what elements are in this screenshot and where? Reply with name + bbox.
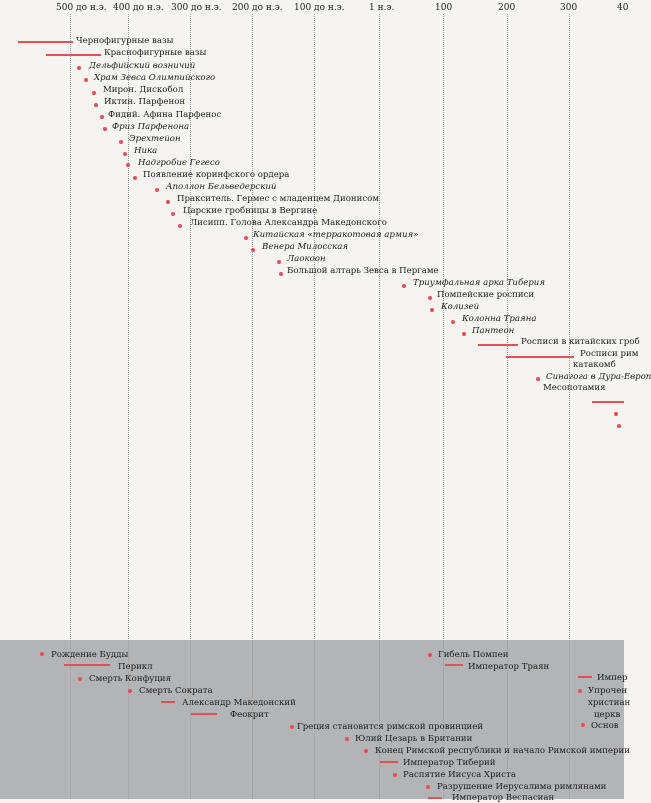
event-label: Греция становится римской провинцией bbox=[297, 722, 484, 732]
event-marker bbox=[92, 91, 96, 95]
period-bar bbox=[64, 664, 110, 666]
event-label: катакомб bbox=[573, 360, 616, 370]
event-label: Колизей bbox=[441, 302, 480, 312]
event-marker bbox=[103, 127, 107, 131]
event-label: Иктин. Парфенон bbox=[104, 97, 186, 107]
axis-year-label: 200 bbox=[498, 3, 516, 13]
event-label: Появление коринфского ордера bbox=[143, 170, 290, 180]
event-marker bbox=[178, 224, 182, 228]
event-marker bbox=[126, 163, 130, 167]
period-bar bbox=[428, 797, 442, 799]
event-marker bbox=[614, 412, 618, 416]
event-label: Ника bbox=[134, 146, 158, 156]
axis-year-label: 400 до н.э. bbox=[113, 3, 164, 13]
gridline bbox=[314, 14, 315, 799]
event-marker bbox=[536, 377, 540, 381]
axis-year-label: 300 bbox=[560, 3, 578, 13]
event-marker bbox=[426, 785, 430, 789]
event-label: Импер bbox=[597, 673, 628, 683]
event-marker bbox=[128, 689, 132, 693]
period-bar bbox=[578, 676, 592, 678]
gridline bbox=[190, 14, 191, 799]
event-marker bbox=[40, 652, 44, 656]
axis-year-label: 1 н.э. bbox=[369, 3, 395, 13]
period-bar bbox=[18, 41, 73, 43]
axis-year-label: 200 до н.э. bbox=[232, 3, 283, 13]
period-bar bbox=[592, 401, 624, 403]
event-label: Пракситель. Гермес с младенцем Дионисом bbox=[177, 194, 380, 204]
event-marker bbox=[123, 152, 127, 156]
period-bar bbox=[46, 54, 101, 56]
gridline bbox=[507, 14, 508, 799]
event-label: Китайская «терракотовая армия» bbox=[253, 230, 419, 240]
event-label: Большой алтарь Зевса в Пергаме bbox=[287, 266, 439, 276]
axis-year-label: 40 bbox=[617, 3, 629, 13]
event-label: Император Веспасиан bbox=[452, 793, 555, 803]
event-marker bbox=[78, 677, 82, 681]
event-marker bbox=[94, 103, 98, 107]
axis-year-label: 500 до н.э. bbox=[56, 3, 107, 13]
event-label: Основ bbox=[591, 721, 619, 731]
event-marker bbox=[345, 737, 349, 741]
event-label: Фриз Парфенона bbox=[112, 122, 190, 132]
event-label: Царские гробницы в Вергине bbox=[183, 206, 318, 216]
event-marker bbox=[428, 296, 432, 300]
event-marker bbox=[364, 749, 368, 753]
event-label: Фидий. Афина Парфенос bbox=[108, 110, 222, 120]
event-label: Росписи в китайских гроб bbox=[521, 337, 640, 347]
event-label: Помпейские росписи bbox=[437, 290, 535, 300]
event-label: Упрочен bbox=[588, 686, 628, 696]
gridline bbox=[443, 14, 444, 799]
event-label: Колонна Траяна bbox=[462, 314, 537, 324]
event-label: Храм Зевса Олимпийского bbox=[94, 73, 216, 83]
event-label: Месопотамия bbox=[543, 383, 606, 393]
period-bar bbox=[191, 713, 217, 715]
axis-year-label: 300 до н.э. bbox=[171, 3, 222, 13]
event-label: Александр Македонский bbox=[182, 698, 296, 708]
event-marker bbox=[462, 332, 466, 336]
event-marker bbox=[451, 320, 455, 324]
gridline bbox=[70, 14, 71, 799]
period-bar bbox=[161, 701, 175, 703]
event-marker bbox=[155, 188, 159, 192]
event-label: Лаокоон bbox=[287, 254, 326, 264]
event-label: Император Траян bbox=[468, 662, 550, 672]
event-marker bbox=[244, 236, 248, 240]
event-label: Юлий Цезарь в Британии bbox=[355, 734, 473, 744]
event-label: Чернофигурные вазы bbox=[76, 36, 174, 46]
period-bar bbox=[445, 664, 463, 666]
event-label: Надгробие Гегесо bbox=[138, 158, 220, 168]
event-label: Синагога в Дура-Европ bbox=[546, 372, 651, 382]
gridline bbox=[252, 14, 253, 799]
event-marker bbox=[277, 260, 281, 264]
event-label: Разрушение Иерусалима римлянами bbox=[437, 782, 607, 792]
event-label: Краснофигурные вазы bbox=[104, 48, 207, 58]
event-marker bbox=[84, 78, 88, 82]
event-label: Пантеон bbox=[472, 326, 515, 336]
axis-year-label: 100 bbox=[435, 3, 453, 13]
period-bar bbox=[478, 344, 518, 346]
event-marker bbox=[77, 66, 81, 70]
event-label: церкв bbox=[594, 710, 621, 720]
event-marker bbox=[171, 212, 175, 216]
event-label: Эрехтейон bbox=[129, 134, 181, 144]
axis-year-label: 100 до н.э. bbox=[294, 3, 345, 13]
event-label: христиан bbox=[588, 698, 631, 708]
event-label: Триумфальная арка Тиберия bbox=[413, 278, 546, 288]
event-label: Император Тиберий bbox=[403, 758, 496, 768]
event-label: Росписи рим bbox=[580, 349, 639, 359]
period-bar bbox=[506, 356, 574, 358]
event-label: Дельфийский возничий bbox=[89, 61, 196, 71]
event-marker bbox=[251, 248, 255, 252]
event-marker bbox=[133, 176, 137, 180]
period-bar bbox=[380, 761, 398, 763]
event-label: Гибель Помпеи bbox=[438, 650, 509, 660]
event-marker bbox=[428, 653, 432, 657]
event-marker bbox=[617, 424, 621, 428]
event-marker bbox=[430, 308, 434, 312]
event-marker bbox=[279, 272, 283, 276]
gridline bbox=[379, 14, 380, 799]
event-label: Конец Римской республики и начало Римской империи bbox=[375, 746, 630, 756]
gridline bbox=[569, 14, 570, 799]
event-label: Смерть Конфуция bbox=[89, 674, 172, 684]
event-marker bbox=[100, 115, 104, 119]
event-label: Феокрит bbox=[230, 710, 269, 720]
event-label: Перикл bbox=[118, 662, 153, 672]
event-label: Мирон. Дискобол bbox=[103, 85, 184, 95]
event-marker bbox=[166, 200, 170, 204]
event-marker bbox=[578, 689, 582, 693]
event-marker bbox=[119, 140, 123, 144]
event-label: Аполлон Бельведерский bbox=[166, 182, 277, 192]
event-marker bbox=[581, 723, 585, 727]
event-marker bbox=[402, 284, 406, 288]
event-marker bbox=[290, 725, 294, 729]
event-marker bbox=[393, 773, 397, 777]
event-label: Лисипп. Голова Александра Македонского bbox=[190, 218, 387, 228]
event-label: Рождение Будды bbox=[51, 650, 129, 660]
event-label: Венера Милосская bbox=[262, 242, 349, 252]
event-label: Смерть Сократа bbox=[139, 686, 213, 696]
event-label: Распятие Иисуса Христа bbox=[403, 770, 516, 780]
